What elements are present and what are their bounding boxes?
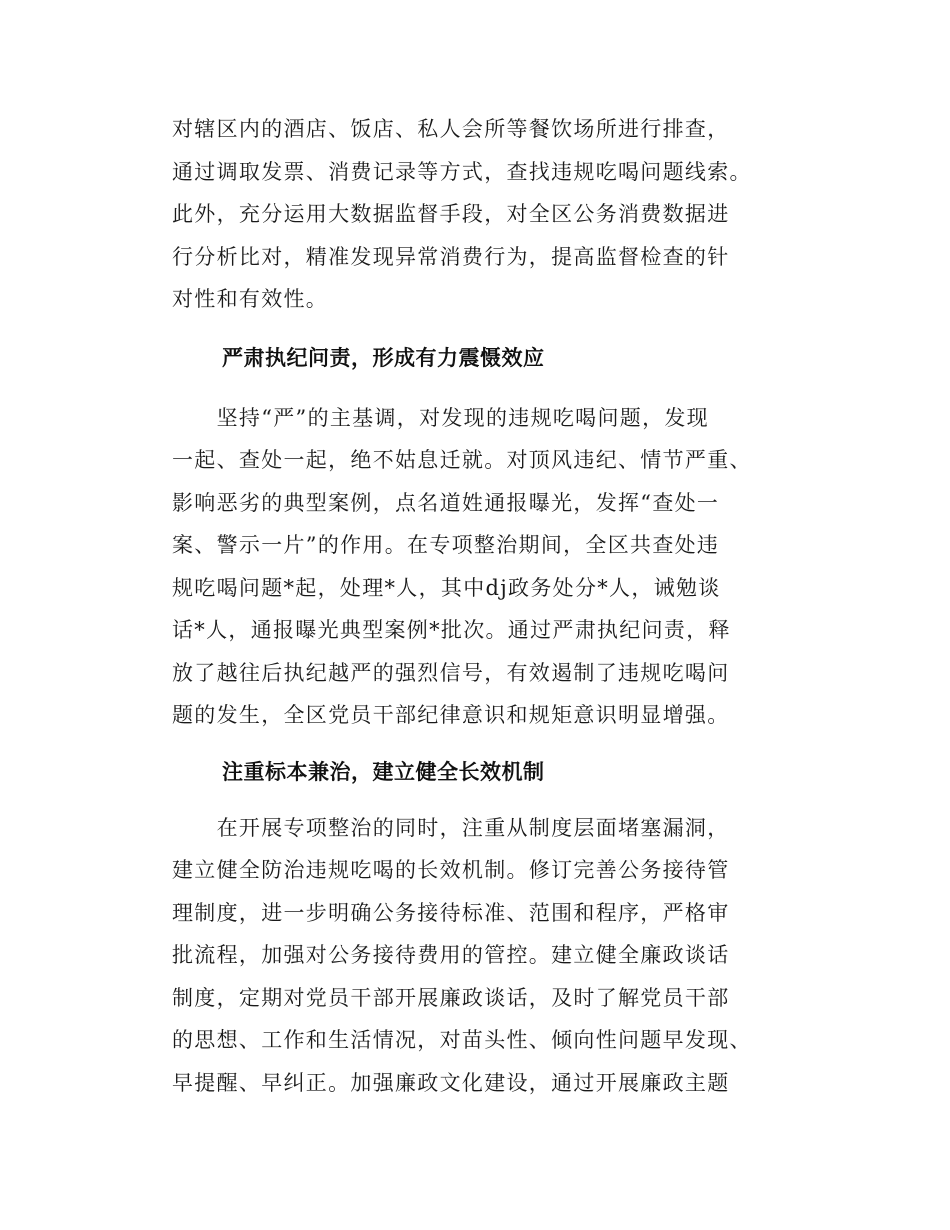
text-line: 理制度，进一步明确公务接待标准、范围和程序，严格审 <box>172 900 730 925</box>
text-line: 在开展专项整治的同时，注重从制度层面堵塞漏洞， <box>172 815 730 840</box>
text-line: 一起、查处一起，绝不姑息迁就。对顶风违纪、情节严重、 <box>172 448 752 472</box>
text-line: 此外，充分运用大数据监督手段，对全区公务消费数据进 <box>172 202 730 226</box>
text-line: 案、警示一片”的作用。在专项整治期间，全区共查处违 <box>172 533 720 557</box>
text-line: 放了越往后执纪越严的强烈信号，有效遏制了违规吃喝问 <box>172 660 730 685</box>
text-line: 话*人，通报曝光典型案例*批次。通过严肃执纪问责，释 <box>172 618 731 642</box>
paragraph-3 <box>172 807 812 1105</box>
text-line: 批流程，加强对公务接待费用的管控。建立健全廉政谈话 <box>172 943 730 967</box>
text-line: 对性和有效性。 <box>172 287 329 311</box>
section-heading-2: 注重标本兼治，建立健全长效机制 <box>222 759 545 784</box>
paragraph-2 <box>172 397 812 737</box>
text-line: 通过调取发票、消费记录等方式，查找违规吃喝问题线索。 <box>172 159 752 184</box>
text-line: 对辖区内的酒店、饭店、私人会所等餐饮场所进行排查， <box>172 117 730 141</box>
text-line: 影响恶劣的典型案例，点名道姓通报曝光，发挥“查处一 <box>172 490 720 515</box>
text-line: 行分析比对，精准发现异常消费行为，提高监督检查的针 <box>172 244 730 269</box>
document-body <box>172 108 812 1104</box>
text-line: 的思想、工作和生活情况，对苗头性、倾向性问题早发现、 <box>172 1028 752 1052</box>
text-line: 制度，定期对党员干部开展廉政谈话，及时了解党员干部 <box>172 985 730 1010</box>
text-line: 坚持“严”的主基调，对发现的违规吃喝问题，发现 <box>172 405 709 430</box>
text-line: 早提醒、早纠正。加强廉政文化建设，通过开展廉政主题 <box>172 1070 730 1095</box>
text-line: 规吃喝问题*起，处理*人，其中dj政务处分*人，诫勉谈 <box>172 575 721 600</box>
paragraph-1 <box>172 108 812 321</box>
section-heading-1: 严肃执纪问责，形成有力震慑效应 <box>222 345 545 370</box>
text-line: 建立健全防治违规吃喝的长效机制。修订完善公务接待管 <box>172 858 730 882</box>
text-line: 题的发生，全区党员干部纪律意识和规矩意识明显增强。 <box>172 703 730 727</box>
